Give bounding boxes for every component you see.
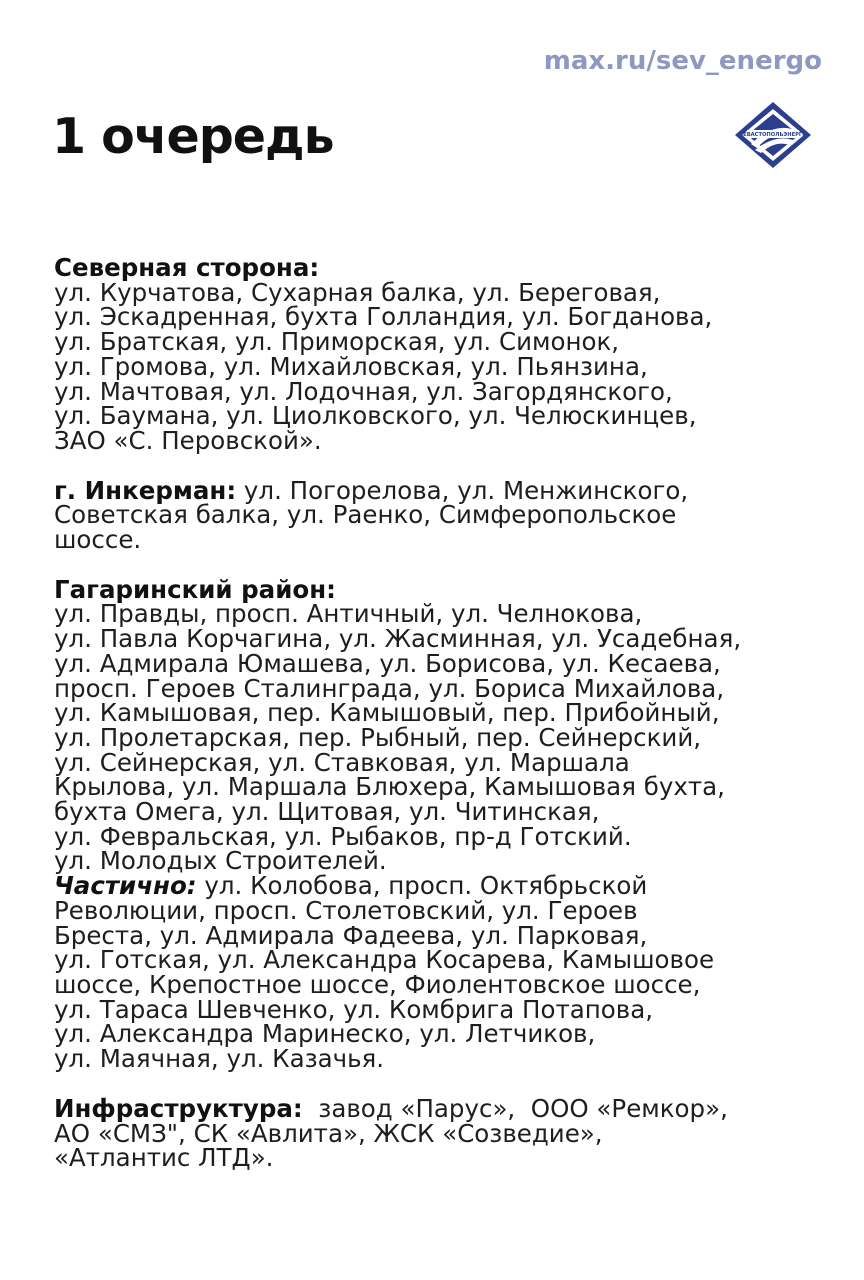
address-line: ул. Громова, ул. Михайловская, ул. Пьянзина, bbox=[54, 351, 648, 381]
address-line: ул. Мачтовая, ул. Лодочная, ул. Загордянского, bbox=[54, 376, 673, 406]
section-gagarin bbox=[54, 574, 844, 1074]
address-line: ул. Тараса Шевченко, ул. Комбрига Потапова, bbox=[54, 994, 653, 1024]
section-heading: Гагаринский район: bbox=[54, 574, 336, 604]
address-line: ул. Пролетарская, пер. Рыбный, пер. Сейнерский, bbox=[54, 722, 702, 752]
section-heading: Северная сторона: bbox=[54, 253, 320, 282]
section-north bbox=[54, 253, 844, 455]
address-line: ул. Молодых Строителей. bbox=[54, 846, 387, 876]
section-heading: Инфраструктура: bbox=[54, 1093, 303, 1123]
address-line: ул. Февральская, ул. Рыбаков, пр-д Готский. bbox=[54, 821, 632, 851]
address-line: ул. Александра Маринеско, ул. Летчиков, bbox=[54, 1019, 596, 1049]
address-line: ул. Сейнерская, ул. Ставковая, ул. Маршала bbox=[54, 747, 630, 777]
address-line: ул. Камышовая, пер. Камышовый, пер. Прибойный, bbox=[54, 698, 720, 728]
address-line: Бреста, ул. Адмирала Фадеева, ул. Парковая, bbox=[54, 920, 648, 950]
address-line: ул. Павла Корчагина, ул. Жасминная, ул. Усадебная, bbox=[54, 624, 742, 654]
address-line: ул. Правды, просп. Античный, ул. Челнокова, bbox=[54, 599, 643, 629]
address-line: ул. Баумана, ул. Циолковского, ул. Челюскинцев, bbox=[54, 401, 697, 431]
address-line: ул. Адмирала Юмашева, ул. Борисова, ул. Кесаева, bbox=[54, 648, 721, 678]
address-line: «Атлантис ЛТД». bbox=[54, 1143, 274, 1173]
section-infrastructure bbox=[54, 1093, 844, 1173]
channel-link[interactable]: max.ru/sev_energo bbox=[543, 46, 822, 76]
section-heading: г. Инкерман: bbox=[54, 475, 237, 505]
outage-list bbox=[54, 253, 844, 1196]
address-line: ул. Курчатова, Сухарная балка, ул. Береговая, bbox=[54, 277, 661, 307]
address-line: ЗАО «С. Перовской». bbox=[54, 425, 322, 455]
sevastopolenergo-logo-icon bbox=[733, 100, 813, 170]
address-line: ул. Колобова, просп. Октябрьской bbox=[196, 871, 648, 901]
address-line: ул. Погорелова, ул. Менжинского, bbox=[236, 475, 689, 505]
partial-label: Частично: bbox=[54, 871, 197, 901]
address-line: ул. Эскадренная, бухта Голландия, ул. Богданова, bbox=[54, 302, 713, 332]
address-line: шоссе, Крепостное шоссе, Фиолентовское шоссе, bbox=[54, 969, 701, 999]
address-line: АО «СМЗ", СК «Авлита», ЖСК «Созведие», bbox=[54, 1118, 603, 1148]
address-line: ул. Готская, ул. Александра Косарева, Камышовое bbox=[54, 945, 715, 975]
address-line: ул. Маячная, ул. Казачья. bbox=[54, 1044, 385, 1074]
address-line: бухта Омега, ул. Щитовая, ул. Читинская, bbox=[54, 797, 600, 827]
section-inkerman bbox=[54, 475, 844, 555]
address-line: просп. Героев Сталинграда, ул. Бориса Михайлова, bbox=[54, 673, 725, 703]
address-line: Революции, просп. Столетовский, ул. Героев bbox=[54, 895, 638, 925]
address-line: Советская балка, ул. Раенко, Симферопольское bbox=[54, 500, 677, 530]
page-title: 1 очередь bbox=[52, 108, 334, 165]
address-line: Крылова, ул. Маршала Блюхера, Камышовая бухта, bbox=[54, 772, 725, 802]
logo-text: СЕВАСТОПОЛЬЭНЕРГО bbox=[739, 132, 807, 139]
address-line: ул. Братская, ул. Приморская, ул. Симонок, bbox=[54, 327, 620, 357]
address-line: завод «Парус», ООО «Ремкор», bbox=[302, 1093, 728, 1123]
address-line: шоссе. bbox=[54, 525, 142, 555]
